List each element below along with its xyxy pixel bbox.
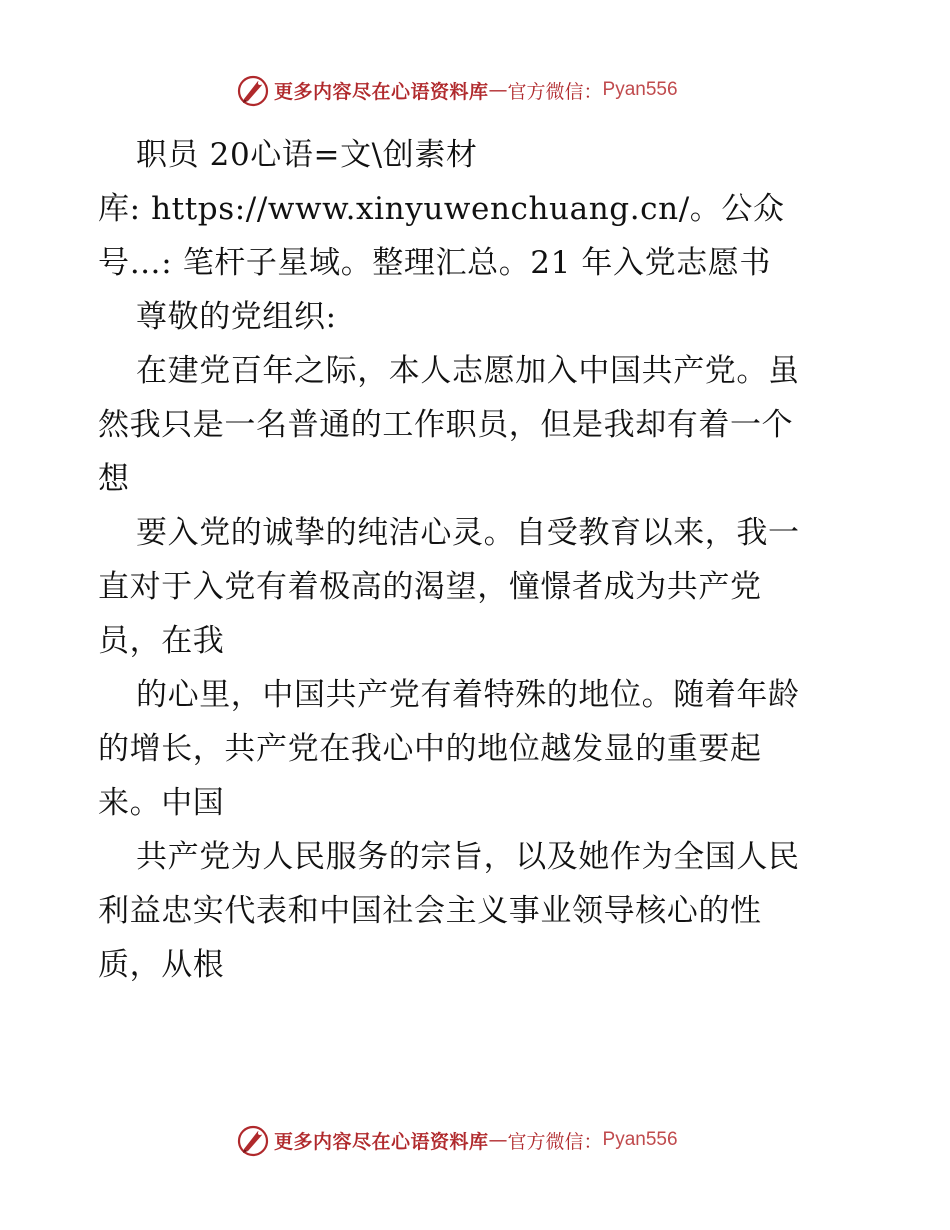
- text-line: 来。中国: [98, 785, 225, 821]
- text-line: 直对于入党有着极高的渴望，憧憬者成为共产党: [98, 569, 762, 605]
- pen-logo-icon: [236, 1123, 270, 1157]
- text-line: 员，在我: [98, 623, 225, 659]
- footer-banner: [236, 1122, 678, 1158]
- banner-wechat-id: Pyan556: [602, 1129, 678, 1150]
- banner-sub-text: 官方微信：: [507, 1130, 603, 1153]
- text-line: 共产党为人民服务的宗旨，以及她作为全国人民: [136, 839, 800, 875]
- banner-main-text: 更多内容尽在心语资料库: [274, 1130, 489, 1153]
- text-line: 在建党百年之际，本人志愿加入中国共产党。虽: [136, 353, 800, 389]
- text-line: 要入党的诚挚的纯洁心灵。自受教育以来，我一: [136, 515, 800, 551]
- text-line: 的心里，中国共产党有着特殊的地位。随着年龄: [136, 677, 800, 713]
- salutation: 尊敬的党组织:: [136, 299, 337, 335]
- banner-dash: —: [488, 1129, 508, 1151]
- text-line: 想: [98, 461, 130, 497]
- text-line: 职员 20心语=文\创素材: [136, 137, 478, 173]
- banner-dash: —: [488, 79, 508, 101]
- text-line: 质，从根: [98, 947, 225, 983]
- text-line: 利益忠实代表和中国社会主义事业领导核心的性: [98, 893, 762, 929]
- text-line: 号…: 笔杆子星域。整理汇总。21 年入党志愿书: [98, 245, 771, 281]
- banner-sub-text: 官方微信：: [507, 80, 603, 103]
- text-line: 的增长，共产党在我心中的地位越发显的重要起: [98, 731, 762, 767]
- pen-logo-icon: [236, 73, 270, 107]
- text-line: 库: https://www.xinyuwenchuang.cn/。公众: [98, 191, 785, 227]
- text-line: 然我只是一名普通的工作职员，但是我却有着一个: [98, 407, 794, 443]
- document-body: [98, 128, 858, 992]
- banner-wechat-id: Pyan556: [602, 79, 678, 100]
- header-banner: [236, 72, 678, 108]
- banner-main-text: 更多内容尽在心语资料库: [274, 80, 489, 103]
